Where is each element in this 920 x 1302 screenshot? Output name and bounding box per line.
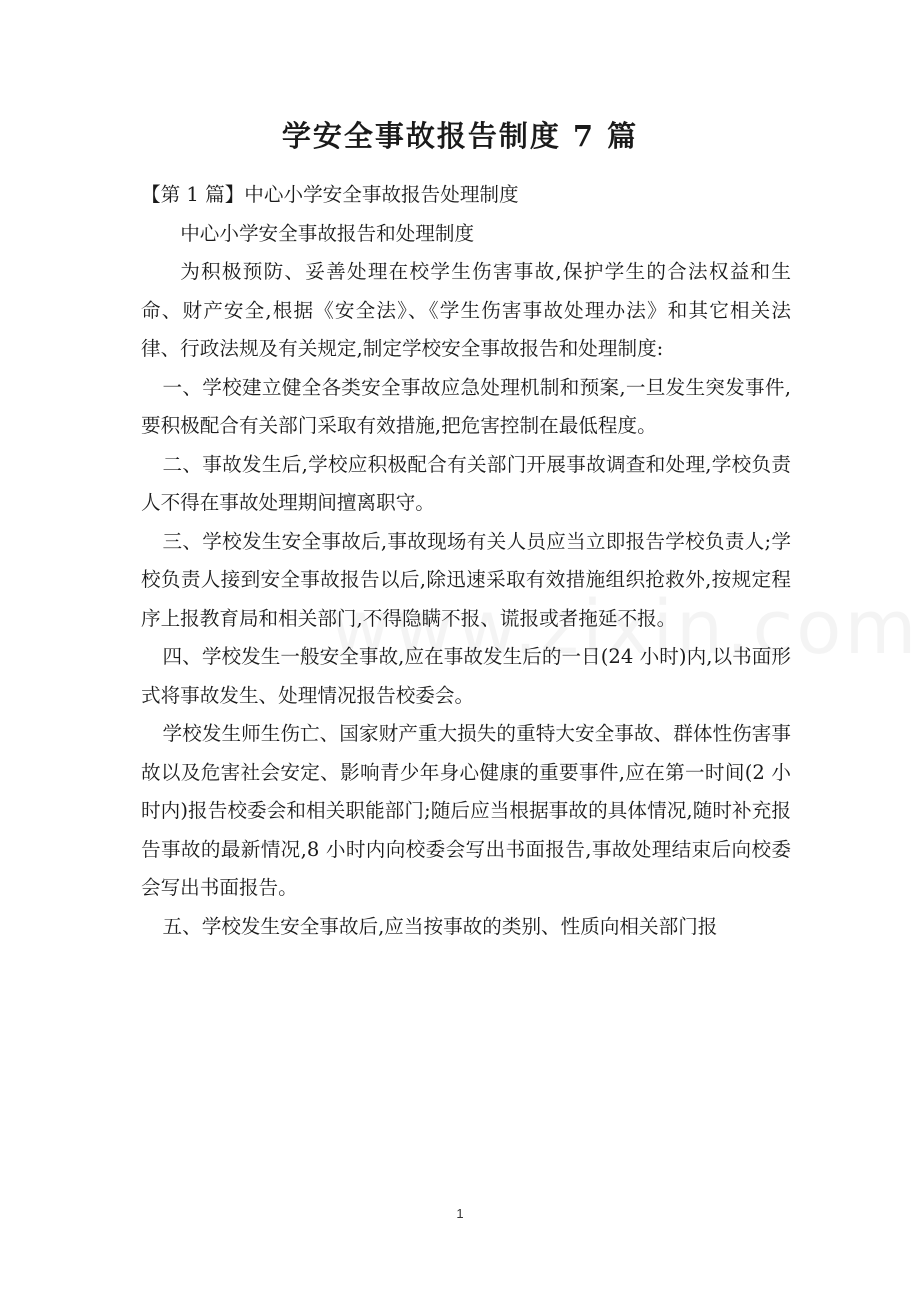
- paragraph: 为积极预防、妥善处理在校学生伤害事故,保护学生的合法权益和生命、财产安全,根据《安全法》、《学生伤害事故处理办法》和其它相关法律、行政法规及有关规定,制定学校安全事故报告和处理制度:: [141, 260, 791, 360]
- paragraph: 四、学校发生一般安全事故,应在事故发生后的一日(24 小时)内,以书面形式将事故发生、处理情况报告校委会。: [141, 645, 791, 707]
- paragraph: 三、学校发生安全事故后,事故现场有关人员应当立即报告学校负责人;学校负责人接到安全事故报告以后,除迅速采取有效措施组织抢救外,按规定程序上报教育局和相关部门,不得隐瞒不报、谎报或者拖延不报。: [141, 529, 791, 630]
- paragraph: 二、事故发生后,学校应积极配合有关部门开展事故调查和处理,学校负责人不得在事故处理期间擅离职守。: [141, 452, 791, 514]
- page-number: 1: [456, 1206, 464, 1221]
- paragraph: 一、学校建立健全各类安全事故应急处理机制和预案,一旦发生突发事件,要积极配合有关部门采取有效措施,把危害控制在最低程度。: [141, 375, 791, 437]
- paragraph: 中心小学安全事故报告和处理制度: [180, 221, 475, 245]
- paragraph: 五、学校发生安全事故后,应当按事故的类别、性质向相关部门报: [162, 914, 718, 938]
- section-heading: 【第 1 篇】中心小学安全事故报告处理制度: [141, 183, 519, 206]
- document-title: 学安全事故报告制度 7 篇: [281, 119, 639, 153]
- paragraph: 学校发生师生伤亡、国家财产重大损失的重特大安全事故、群体性伤害事故以及危害社会安定、影响青少年身心健康的重要事件,应在第一时间(2 小时内)报告校委会和相关职能部门;随后应当根据事故的具体情况,随时补充报告事故的最新情况,8 小时内向校委会写出书面报告,事故处理结束后向校委会写出书面报告。: [141, 722, 791, 899]
- document-body: [141, 176, 791, 946]
